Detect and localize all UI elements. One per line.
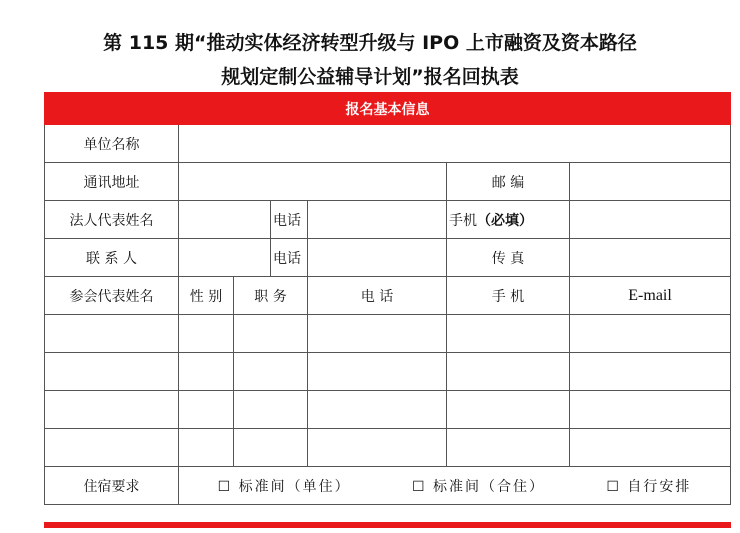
legal-rep-field[interactable] bbox=[179, 201, 271, 239]
gender-label: 性 别 bbox=[179, 277, 234, 315]
legal-rep-phone-field[interactable] bbox=[308, 201, 447, 239]
attendee-row bbox=[45, 353, 731, 391]
lodging-label: 住宿要求 bbox=[45, 467, 179, 505]
attendee-gender-cell[interactable] bbox=[179, 429, 234, 467]
attendee-mobile-cell[interactable] bbox=[447, 391, 570, 429]
attendee-position-cell[interactable] bbox=[234, 391, 308, 429]
fax-label: 传 真 bbox=[447, 239, 570, 277]
contact-phone-field[interactable] bbox=[308, 239, 447, 277]
mobile-label: 手 机 bbox=[447, 277, 570, 315]
attendee-position-cell[interactable] bbox=[234, 315, 308, 353]
form-title-line2: 规划定制公益辅导计划”报名回执表 bbox=[221, 66, 519, 88]
attendee-email-cell[interactable] bbox=[570, 391, 731, 429]
attendee-mobile-cell[interactable] bbox=[447, 315, 570, 353]
required-mark: （必填） bbox=[477, 212, 533, 229]
attendee-email-cell[interactable] bbox=[570, 353, 731, 391]
attendee-name-cell[interactable] bbox=[45, 315, 179, 353]
legal-rep-mobile-field[interactable] bbox=[570, 201, 731, 239]
lodging-shared-checkbox[interactable]: ☐ 标准间（合住） bbox=[412, 478, 546, 495]
registration-table bbox=[44, 92, 731, 505]
contact-label: 联 系 人 bbox=[45, 239, 179, 277]
attendee-label: 参会代表姓名 bbox=[45, 277, 179, 315]
address-field[interactable] bbox=[179, 163, 447, 201]
attendee-position-cell[interactable] bbox=[234, 353, 308, 391]
attendee-tel-cell[interactable] bbox=[308, 391, 447, 429]
bottom-red-bar bbox=[44, 522, 731, 528]
lodging-options bbox=[179, 467, 731, 505]
tel-label: 电 话 bbox=[308, 277, 447, 315]
attendee-row bbox=[45, 391, 731, 429]
attendee-name-cell[interactable] bbox=[45, 353, 179, 391]
attendee-tel-cell[interactable] bbox=[308, 429, 447, 467]
legal-rep-label: 法人代表姓名 bbox=[45, 201, 179, 239]
attendee-gender-cell[interactable] bbox=[179, 391, 234, 429]
attendee-gender-cell[interactable] bbox=[179, 353, 234, 391]
lodging-single-checkbox[interactable]: ☐ 标准间（单住） bbox=[217, 478, 351, 495]
form-title-line1: 第 115 期“推动实体经济转型升级与 IPO 上市融资及资本路径 bbox=[103, 32, 637, 54]
postcode-label: 邮 编 bbox=[447, 163, 570, 201]
attendee-tel-cell[interactable] bbox=[308, 315, 447, 353]
attendee-mobile-cell[interactable] bbox=[447, 353, 570, 391]
fax-field[interactable] bbox=[570, 239, 731, 277]
attendee-position-cell[interactable] bbox=[234, 429, 308, 467]
attendee-row bbox=[45, 429, 731, 467]
contact-field[interactable] bbox=[179, 239, 271, 277]
email-label: E-mail bbox=[570, 277, 731, 315]
position-label: 职 务 bbox=[234, 277, 308, 315]
lodging-self-checkbox[interactable]: ☐ 自行安排 bbox=[606, 478, 692, 495]
attendee-gender-cell[interactable] bbox=[179, 315, 234, 353]
org-name-field[interactable] bbox=[179, 125, 731, 163]
address-label: 通讯地址 bbox=[45, 163, 179, 201]
legal-rep-phone-label: 电话 bbox=[271, 201, 308, 239]
attendee-tel-cell[interactable] bbox=[308, 353, 447, 391]
attendee-name-cell[interactable] bbox=[45, 391, 179, 429]
contact-phone-label: 电话 bbox=[271, 239, 308, 277]
attendee-row bbox=[45, 315, 731, 353]
postcode-field[interactable] bbox=[570, 163, 731, 201]
mobile-required-label bbox=[447, 201, 570, 239]
mobile-label-text: 手机 bbox=[449, 212, 477, 229]
org-name-label: 单位名称 bbox=[45, 125, 179, 163]
attendee-name-cell[interactable] bbox=[45, 429, 179, 467]
attendee-email-cell[interactable] bbox=[570, 429, 731, 467]
attendee-email-cell[interactable] bbox=[570, 315, 731, 353]
section-header: 报名基本信息 bbox=[45, 93, 731, 125]
attendee-mobile-cell[interactable] bbox=[447, 429, 570, 467]
